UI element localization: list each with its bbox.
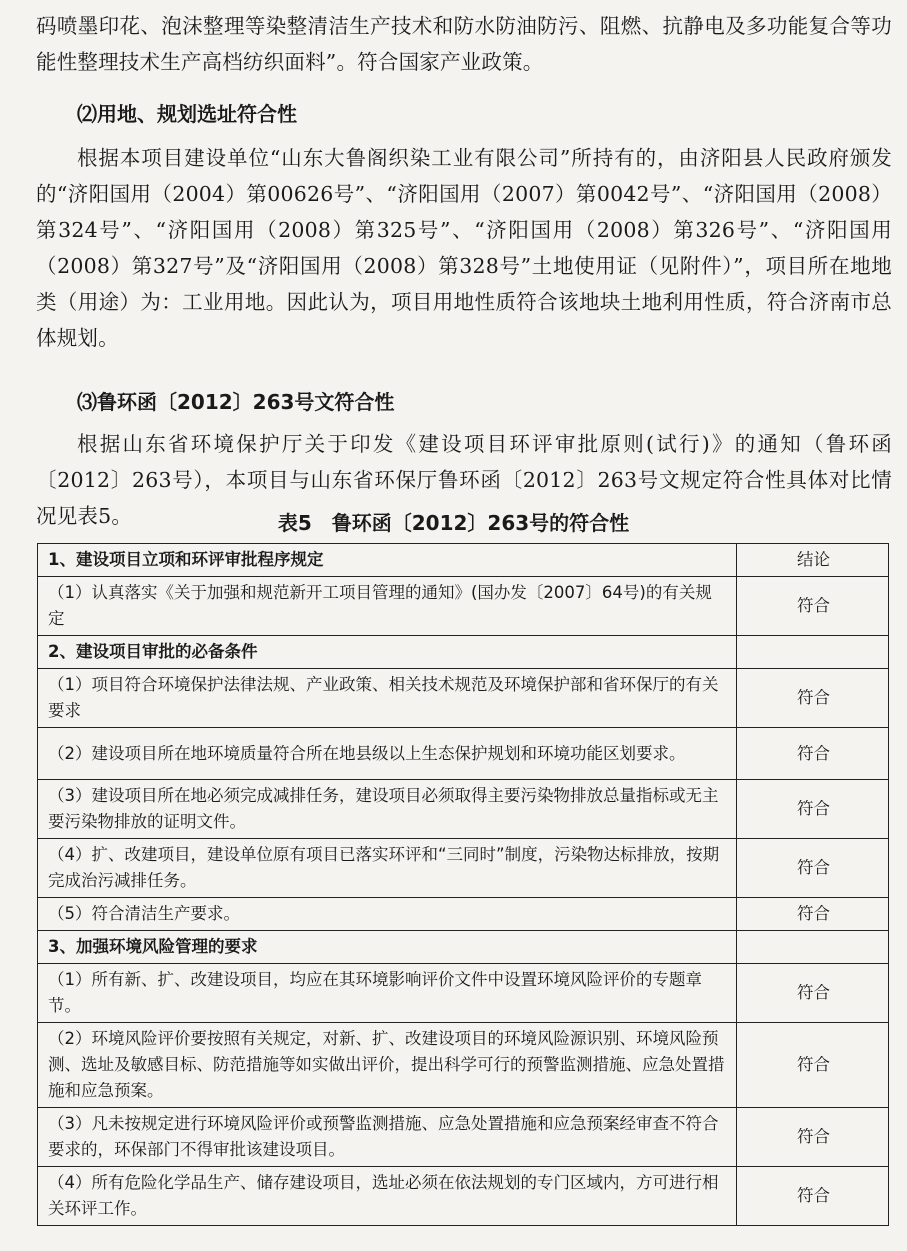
table-section-row [38,931,889,964]
requirement-cell: （2）环境风险评价要按照有关规定，对新、扩、改建设项目的环境风险源识别、环境风险预测、选址及敏感目标、防范措施等如实做出评价，提出科学可行的预警监测措施、应急处置措施和应急预案。 [38,1023,737,1108]
requirement-cell: （5）符合清洁生产要求。 [38,898,737,931]
table-row [38,964,889,1023]
heading-land-use: ⑵用地、规划选址符合性 [77,102,297,126]
table-caption: 表5 鲁环函〔2012〕263号的符合性 [277,511,630,535]
paragraph-industry-policy: 码喷墨印花、泡沫整理等染整清洁生产技术和防水防油防污、阻燃、抗静电及多功能复合等功能性整理技术生产高档纺织面料”。符合国家产业政策。 [36,14,892,74]
conclusion-cell [737,931,889,964]
requirement-cell: （1）项目符合环境保护法律法规、产业政策、相关技术规范及环境保护部和省环保厅的有关要求 [38,669,737,728]
conclusion-cell: 符合 [737,780,889,839]
conclusion-cell: 结论 [737,544,889,577]
table-row [38,839,889,898]
section-title-cell: 1、建设项目立项和环评审批程序规定 [38,544,737,577]
table-row [38,780,889,839]
conclusion-cell: 符合 [737,1023,889,1108]
conclusion-cell: 符合 [737,839,889,898]
compliance-table [37,543,889,1226]
requirement-cell: （2）建设项目所在地环境质量符合所在地县级以上生态保护规划和环境功能区划要求。 [38,728,737,780]
section-title-cell: 2、建设项目审批的必备条件 [38,636,737,669]
requirement-cell: （4）所有危险化学品生产、储存建设项目，选址必须在依法规划的专门区域内，方可进行相关环评工作。 [38,1167,737,1226]
requirement-cell: （4）扩、改建项目，建设单位原有项目已落实环评和“三同时”制度，污染物达标排放，按期完成治污减排任务。 [38,839,737,898]
table-row [38,1108,889,1167]
conclusion-cell [737,636,889,669]
conclusion-cell: 符合 [737,898,889,931]
paragraph-land-use: 根据本项目建设单位“山东大鲁阁织染工业有限公司”所持有的，由济阳县人民政府颁发的“济阳国用（2004）第00626号”、“济阳国用（2007）第0042号”、“济阳国用（2008）第324号”、“济阳国用（2008）第325号”、“济阳国用（2008）第326号”、“济阳国用（2008）第327号”及“济阳国用（2008）第328号”土地使用证（见附件）”，项目所在地地类（用途）为：工业用地。因此认为，项目用地性质符合该地块土地利用性质，符合济南市总体规划。 [36,146,892,350]
requirement-cell: （3）凡未按规定进行环境风险评价或预警监测措施、应急处置措施和应急预案经审查不符合要求的，环保部门不得审批该建设项目。 [38,1108,737,1167]
table-section-row [38,636,889,669]
heading-luhuanhan: ⑶鲁环函〔2012〕263号文符合性 [77,390,395,414]
requirement-cell: （1）认真落实《关于加强和规范新开工项目管理的通知》(国办发〔2007〕64号)的有关规定 [38,577,737,636]
table-row [38,728,889,780]
table-row [38,1167,889,1226]
conclusion-cell: 符合 [737,577,889,636]
conclusion-cell: 符合 [737,728,889,780]
paragraph-luhuanhan: 根据山东省环境保护厅关于印发《建设项目环评审批原则(试行)》的通知（鲁环函〔2012〕263号），本项目与山东省环保厅鲁环函〔2012〕263号文规定符合性具体对比情况见表5。 [36,432,892,528]
table-row [38,898,889,931]
section-title-cell: 3、加强环境风险管理的要求 [38,931,737,964]
table-row [38,669,889,728]
table-section-row [38,544,889,577]
requirement-cell: （3）建设项目所在地必须完成减排任务，建设项目必须取得主要污染物排放总量指标或无主要污染物排放的证明文件。 [38,780,737,839]
requirement-cell: （1）所有新、扩、改建设项目，均应在其环境影响评价文件中设置环境风险评价的专题章节。 [38,964,737,1023]
table-row [38,1023,889,1108]
conclusion-cell: 符合 [737,1108,889,1167]
conclusion-cell: 符合 [737,669,889,728]
conclusion-cell: 符合 [737,964,889,1023]
table-row [38,577,889,636]
conclusion-cell: 符合 [737,1167,889,1226]
